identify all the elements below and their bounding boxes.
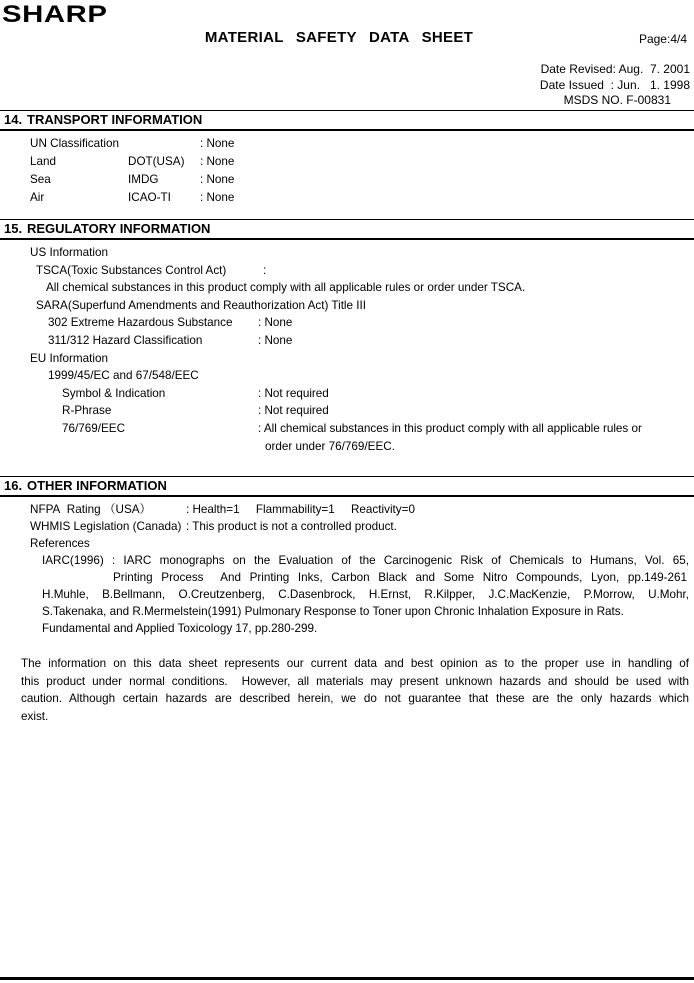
section-title: TRANSPORT INFORMATION: [27, 112, 203, 127]
us-information-heading: US Information: [30, 246, 108, 259]
page-indicator: Page:4/4: [638, 32, 687, 46]
whmis-row: [0, 518, 694, 535]
eu-row-value-block: [258, 420, 694, 455]
transport-row-sublabel: ICAO-TI: [128, 191, 171, 204]
transport-row-label: UN Classification: [30, 137, 119, 150]
document-title-wrap: [0, 29, 694, 46]
tsca-statement: All chemical substances in this product comply with all applicable rules or order under TSCA.: [46, 281, 526, 295]
date-block: [540, 62, 690, 109]
sara-row-label: 311/312 Hazard Classification: [48, 333, 203, 347]
tsca-label: TSCA(Toxic Substances Control Act): [36, 263, 227, 277]
sharp-logo: SHARP: [2, 1, 108, 28]
section-transport-body: [0, 135, 694, 207]
transport-row-label: Land: [30, 155, 57, 168]
date-issued: Date Issued : Jun. 1. 1998: [539, 77, 690, 92]
section-other-heading: [0, 476, 694, 497]
section-title: REGULATORY INFORMATION: [27, 221, 211, 236]
eu-row-value: : All chemical substances in this product comply with all applicable rules or: [258, 421, 642, 435]
msds-number: MSDS NO. F-00831: [563, 93, 671, 108]
transport-row: [0, 153, 694, 171]
eu-row: [0, 420, 694, 455]
section-number: 15.: [4, 221, 23, 236]
eu-row-label: 76/769/EEC: [62, 421, 126, 435]
page-bottom-rule: [0, 977, 694, 980]
sara-row-value: : None: [258, 333, 293, 347]
nfpa-row: [0, 501, 694, 518]
reference-line: S.Takenaka, and R.Mermelstein(1991) Pulmonary Response to Toner upon Chronic Inhalation Exposure in Rats.: [42, 605, 624, 618]
references-heading: References: [30, 537, 90, 550]
section-other: [0, 476, 694, 637]
transport-row-label: Air: [30, 191, 45, 204]
transport-row-value: : None: [200, 191, 235, 204]
section-other-body: [0, 501, 694, 637]
whmis-label: WHMIS Legislation (Canada): [30, 520, 182, 533]
reference-line: Fundamental and Applied Toxicology 17, pp.280-299.: [42, 622, 318, 635]
nfpa-value: : Health=1 Flammability=1 Reactivity=0: [186, 503, 415, 516]
section-transport-heading: [0, 110, 694, 131]
eu-row-value: : Not required: [258, 386, 329, 400]
transport-row-value: : None: [200, 155, 235, 168]
transport-row-label: Sea: [30, 173, 51, 186]
eu-row-label: R-Phrase: [62, 404, 112, 418]
document-title: MATERIAL SAFETY DATA SHEET: [204, 29, 474, 46]
section-regulatory-heading: [0, 219, 694, 240]
eu-row: [0, 385, 694, 403]
transport-row: [0, 189, 694, 207]
transport-row-sublabel: DOT(USA): [128, 155, 185, 168]
sara-heading: SARA(Superfund Amendments and Reauthorization Act) Title III: [36, 298, 367, 312]
disclaimer-line: caution. Although certain hazards are described herein, we do not guarantee that these are the only hazards which: [21, 692, 689, 706]
sara-row-label: 302 Extreme Hazardous Substance: [48, 316, 233, 330]
section-regulatory: [0, 219, 694, 455]
sara-row: [0, 332, 694, 350]
eu-row-label: Symbol & Indication: [62, 386, 166, 400]
disclaimer-line: The information on this data sheet represents our current data and best opinion as to the proper use in handling of: [21, 657, 689, 670]
section-title: OTHER INFORMATION: [27, 478, 167, 493]
section-transport: [0, 110, 694, 207]
tsca-row: [0, 262, 694, 280]
reference-line: H.Muhle, B.Bellmann, O.Creutzenberg, C.Dasenbrock, H.Ernst, R.Kilpper, J.C.MacKenzie, P.Morrow, U.Mohr,: [42, 588, 689, 601]
reference-line: Printing Process And Printing Inks, Carbon Black and Some Nitro Compounds, Lyon, pp.149-261: [113, 571, 687, 584]
eu-row-value: : Not required: [258, 404, 329, 418]
nfpa-label: NFPA Rating （USA）: [30, 503, 152, 516]
eu-row-value-continued: order under 76/769/EEC.: [265, 439, 395, 453]
disclaimer-line: this product under normal conditions. However, all materials may present unknown hazards and should be used with: [21, 674, 689, 688]
transport-row: [0, 171, 694, 189]
eu-information-heading: EU Information: [30, 351, 108, 365]
section-number: 16.: [4, 478, 23, 493]
transport-row-sublabel: IMDG: [128, 173, 159, 186]
transport-row-value: : None: [200, 173, 235, 186]
sara-row-value: : None: [258, 316, 293, 330]
disclaimer: [21, 655, 689, 725]
transport-row: [0, 135, 694, 153]
sara-row: [0, 314, 694, 332]
disclaimer-line: exist.: [21, 709, 49, 723]
transport-row-value: : None: [200, 137, 235, 150]
tsca-colon: :: [263, 263, 267, 277]
date-revised: Date Revised: Aug. 7. 2001: [540, 62, 690, 76]
eu-row: [0, 402, 694, 420]
section-number: 14.: [4, 112, 23, 127]
whmis-value: : This product is not a controlled product.: [186, 520, 397, 533]
section-regulatory-body: [0, 244, 694, 455]
eu-directives: 1999/45/EC and 67/548/EEC: [48, 369, 199, 383]
reference-line: IARC(1996) : IARC monographs on the Evaluation of the Carcinogenic Risk of Chemicals to Humans, Vol. 65,: [42, 554, 689, 567]
